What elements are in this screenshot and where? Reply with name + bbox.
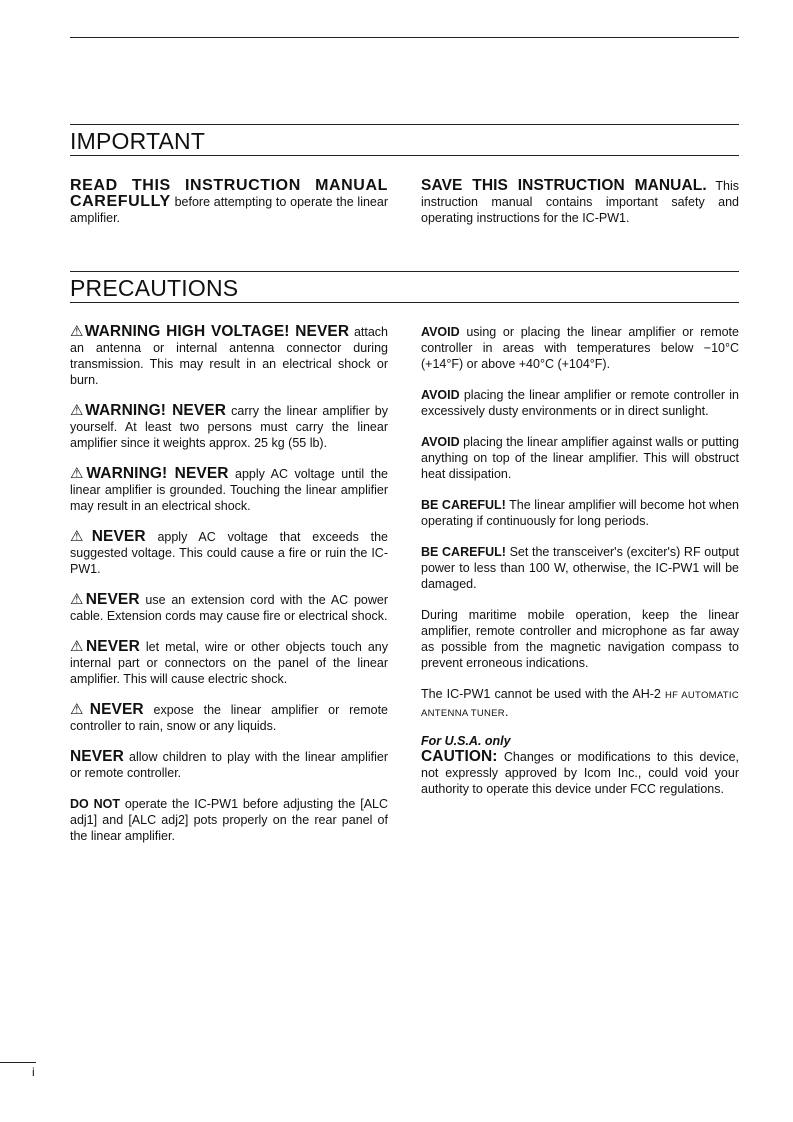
- read-manual-paragraph: [70, 178, 388, 226]
- precaution-item: BE CAREFUL! Set the transceiver's (exciter's) RF output power to less than 100 W, otherwise, the IC-PW1 will be damaged.: [421, 545, 739, 591]
- important-title: IMPORTANT: [70, 128, 206, 154]
- precaution-item: AVOID using or placing the linear amplifier or remote controller in areas with temperatures below −10°C (+14°F) or above +40°C (+104°F).: [421, 325, 739, 371]
- warning-triangle-icon: ⚠: [70, 591, 86, 608]
- warning-triangle-icon: ⚠: [70, 528, 92, 545]
- precaution-item: ⚠WARNING! NEVER carry the linear amplifier by yourself. At least two persons must carry the linear amplifier since it weights approx. 25 kg (55 lb).: [70, 402, 388, 450]
- read-manual-text: before attempting to operate the linear amplifier.: [70, 195, 388, 225]
- precaution-item: ⚠NEVER expose the linear amplifier or remote controller to rain, snow or any liquids.: [70, 701, 388, 733]
- precautions-left-column: [70, 324, 388, 859]
- important-save-block: [421, 178, 739, 241]
- precaution-item: During maritime mobile operation, keep the linear amplifier, remote controller and microphone as far away as possible from the magnetic navigation compass to prevent erroneous indications.: [421, 608, 739, 670]
- warning-triangle-icon: ⚠: [70, 638, 86, 655]
- precaution-item: AVOID placing the linear amplifier or remote controller in excessively dusty environments or in direct sunlight.: [421, 388, 739, 418]
- precaution-item: ⚠WARNING! NEVER apply AC voltage until the linear amplifier is grounded. Touching the linear amplifier may result in an electrical shock.: [70, 465, 388, 513]
- precaution-item: AVOID placing the linear amplifier against walls or putting anything on top of the linear amplifier. This will obstruct heat dissipation.: [421, 435, 739, 481]
- precaution-item: ⚠NEVER use an extension cord with the AC power cable. Extension cords may cause fire or electrical shock.: [70, 591, 388, 623]
- important-header: [70, 124, 739, 156]
- precautions-title: PRECAUTIONS: [70, 275, 239, 301]
- usa-notice: [421, 733, 739, 797]
- warning-triangle-icon: ⚠: [70, 323, 85, 340]
- precaution-item: ⚠NEVER apply AC voltage that exceeds the suggested voltage. This could cause a fire or ruin the IC-PW1.: [70, 528, 388, 576]
- precaution-item: DO NOT operate the IC-PW1 before adjusting the [ALC adj1] and [ALC adj2] pots properly on the rear panel of the linear amplifier.: [70, 797, 389, 843]
- usa-heading: For U.S.A. only: [421, 734, 511, 748]
- warning-triangle-icon: ⚠: [70, 465, 87, 482]
- precaution-item: BE CAREFUL! The linear amplifier will become hot when operating if continuously for long periods.: [421, 498, 739, 528]
- ah2-note: The IC-PW1 cannot be used with the AH-2 HF AUTOMATIC ANTENNA TUNER.: [421, 687, 739, 719]
- precaution-item: ⚠NEVER let metal, wire or other objects touch any internal part or connectors on the panel of the linear amplifier. This will cause electric shock.: [70, 638, 388, 686]
- warning-triangle-icon: ⚠: [70, 402, 86, 419]
- save-manual-text: This instruction manual contains important safety and operating instructions for the IC-PW1.: [421, 179, 739, 225]
- caution-lead: CAUTION:: [421, 748, 498, 765]
- save-manual-paragraph: [421, 178, 739, 226]
- save-manual-lead: SAVE THIS INSTRUCTION MANUAL.: [421, 177, 707, 194]
- read-manual-lead: READ THIS INSTRUCTION MANUAL CAREFULLY: [70, 177, 388, 210]
- important-read-block: [70, 178, 388, 241]
- page-number: i: [32, 1065, 35, 1079]
- precautions-header: [70, 271, 739, 303]
- caution-text: Changes or modifications to this device, not expressly approved by Icom Inc., could void your authority to operate this device under FCC regulations.: [421, 750, 739, 796]
- precaution-item: NEVER allow children to play with the linear amplifier or remote controller.: [70, 748, 388, 780]
- footer-rule: [0, 1062, 36, 1063]
- ah2-tuner-name: HF AUTOMATIC ANTENNA TUNER: [421, 690, 739, 719]
- precautions-right-column: [421, 324, 739, 812]
- precaution-item: ⚠WARNING HIGH VOLTAGE! NEVER attach an antenna or internal antenna connector during transmission. This may result in an electrical shock or burn.: [70, 323, 389, 387]
- top-rule: [70, 37, 739, 38]
- warning-triangle-icon: ⚠: [70, 701, 90, 718]
